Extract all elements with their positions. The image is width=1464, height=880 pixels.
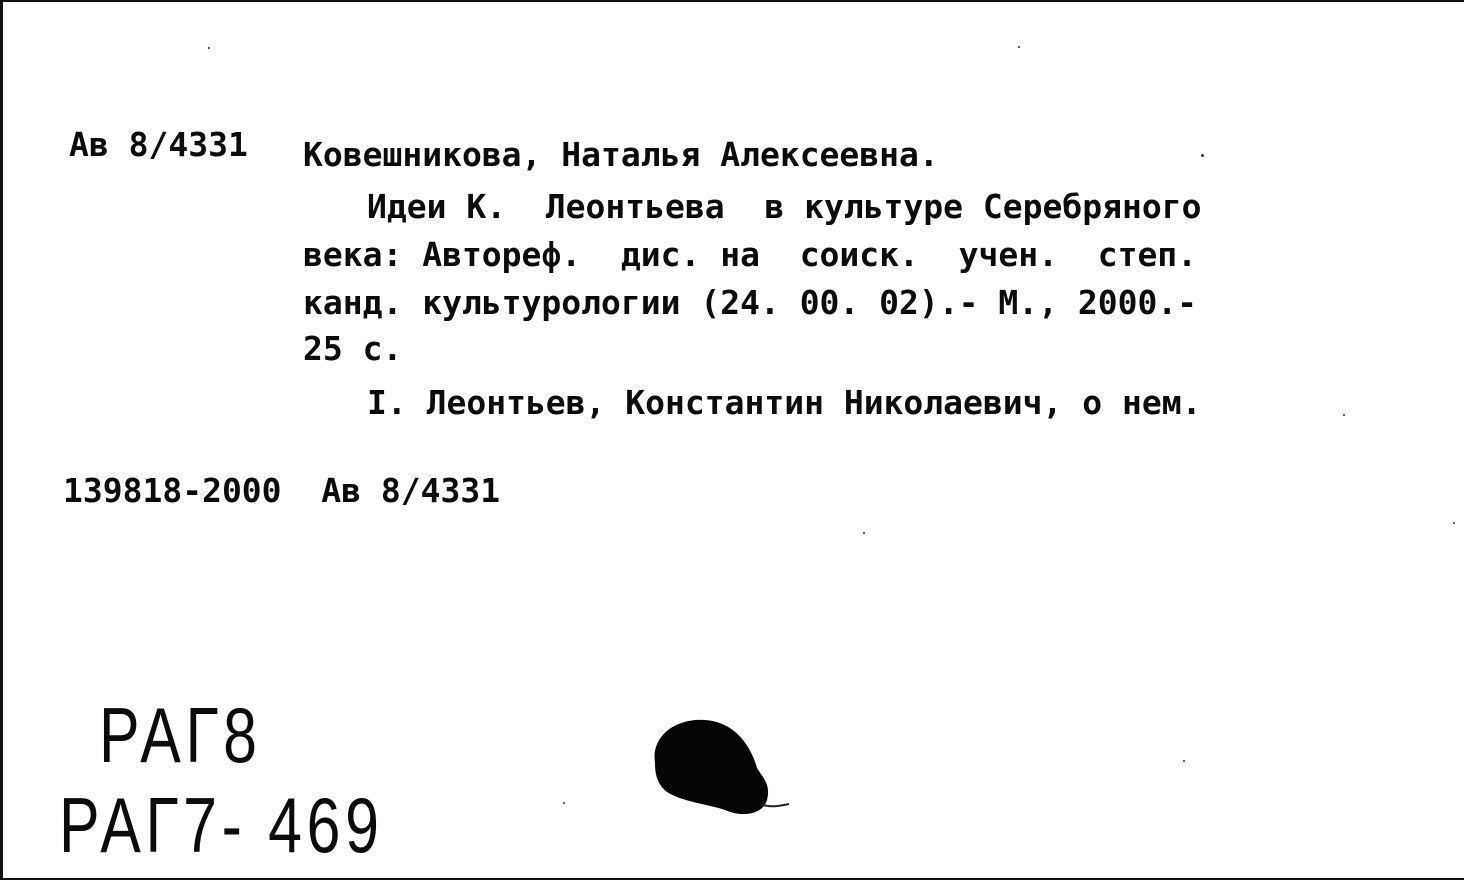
description-line-4: 25 с. <box>303 329 403 368</box>
dust-speck <box>1343 414 1345 416</box>
dust-speck <box>863 532 865 534</box>
description-line-3: канд. культурологии (24. 00. 02).- М., 2000.- <box>303 283 1198 322</box>
ink-blot <box>643 708 803 828</box>
handwritten-note-2: РАГ7- 469 <box>59 781 384 869</box>
subject-heading: I. Леонтьев, Константин Николаевич, о нем. <box>367 383 1202 422</box>
dust-speck <box>1018 46 1020 48</box>
handwritten-note-1: РАГ8 <box>99 691 262 779</box>
dust-speck <box>1183 760 1185 762</box>
description-line-1: Идеи К. Леонтьева в культуре Серебряного <box>367 187 1202 226</box>
shelfmark: Ав 8/4331 <box>69 125 248 164</box>
dust-speck <box>1201 154 1204 157</box>
description-line-2: века: Автореф. дис. на соиск. учен. степ. <box>303 235 1198 274</box>
inventory-number: 139818-2000 Ав 8/4331 <box>63 471 501 510</box>
dust-speck <box>1453 522 1455 524</box>
dust-speck <box>563 802 565 804</box>
author-heading: Ковешникова, Наталья Алексеевна. <box>303 135 939 174</box>
dust-speck <box>208 47 210 49</box>
